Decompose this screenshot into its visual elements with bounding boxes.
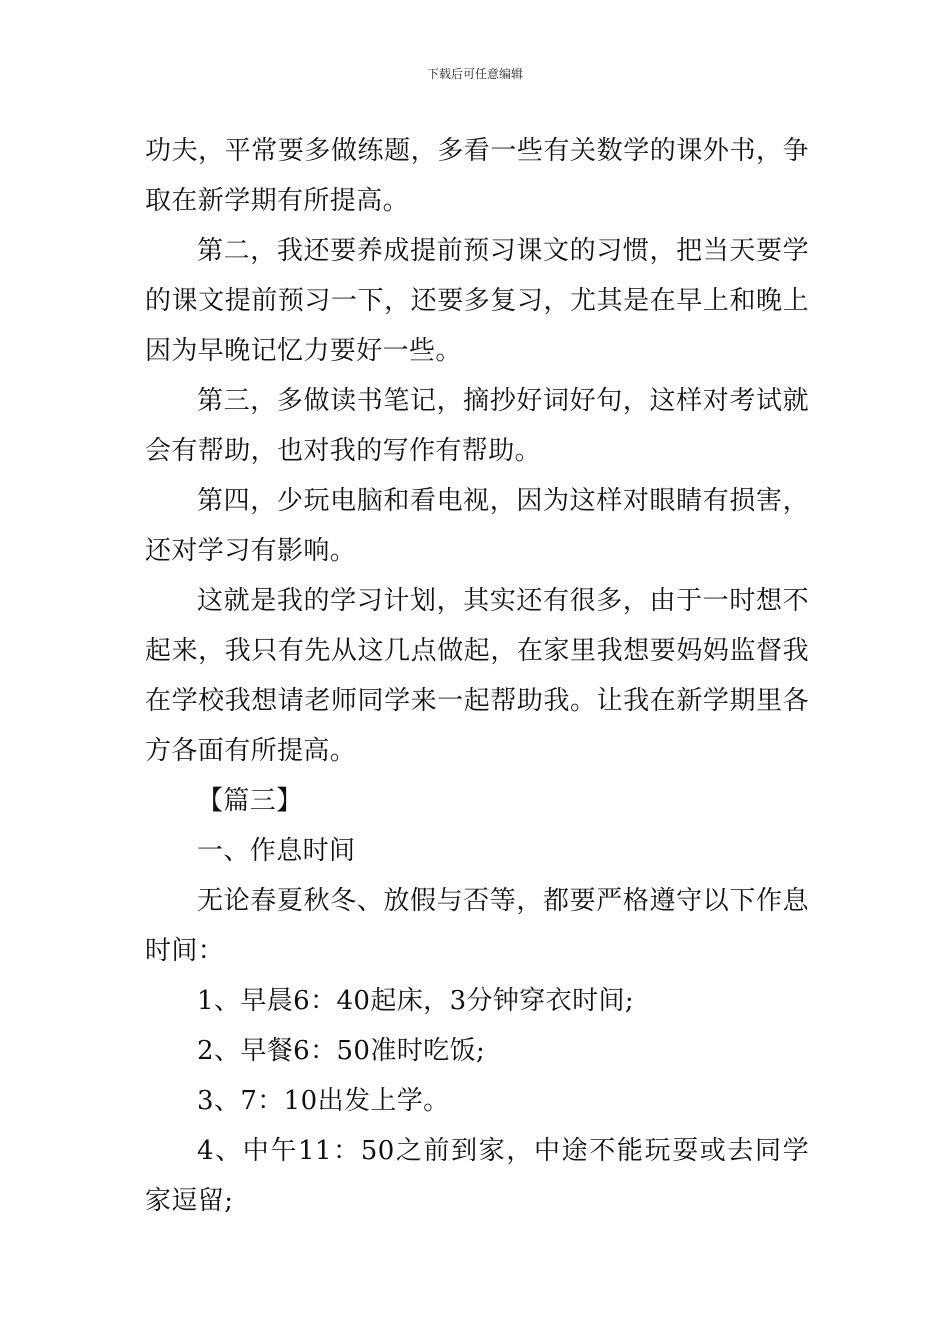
list-item: 1、早晨6：40起床，3分钟穿衣时间; [197,986,635,1016]
list-item: 3、7：10出发上学。 [197,1086,450,1116]
list-item: 4、中午11：50之前到家，中途不能玩耍或去同学家逗留; [145,1136,809,1216]
page-header: 下载后可任意编辑 [426,67,523,81]
paragraph-schedule-intro: 无论春夏秋冬、放假与否等，都要严格遵守以下作息时间： [145,886,809,966]
paragraph-conclusion: 这就是我的学习计划，其实还有很多，由于一时想不起来，我只有先从这几点做起，在家里我想要妈妈监督我在学校我想请老师同学来一起帮助我。让我在新学期里各方各面有所提高。 [145,586,809,766]
list-item: 2、早餐6：50准时吃饭; [197,1036,486,1066]
section-heading: 【篇三】 [197,786,303,816]
paragraph-continued: 功夫，平常要多做练题，多看一些有关数学的课外书，争取在新学期有所提高。 [145,136,809,216]
paragraph-fourth-point: 第四，少玩电脑和看电视，因为这样对眼睛有损害，还对学习有影响。 [145,486,809,566]
subsection-heading: 一、作息时间 [197,836,356,866]
paragraph-second-point: 第二，我还要养成提前预习课文的习惯，把当天要学的课文提前预习一下，还要多复习，尤其是在早上和晚上因为早晚记忆力要好一些。 [145,236,809,366]
document-body [145,126,809,1226]
paragraph-third-point: 第三，多做读书笔记，摘抄好词好句，这样对考试就会有帮助，也对我的写作有帮助。 [145,386,809,466]
